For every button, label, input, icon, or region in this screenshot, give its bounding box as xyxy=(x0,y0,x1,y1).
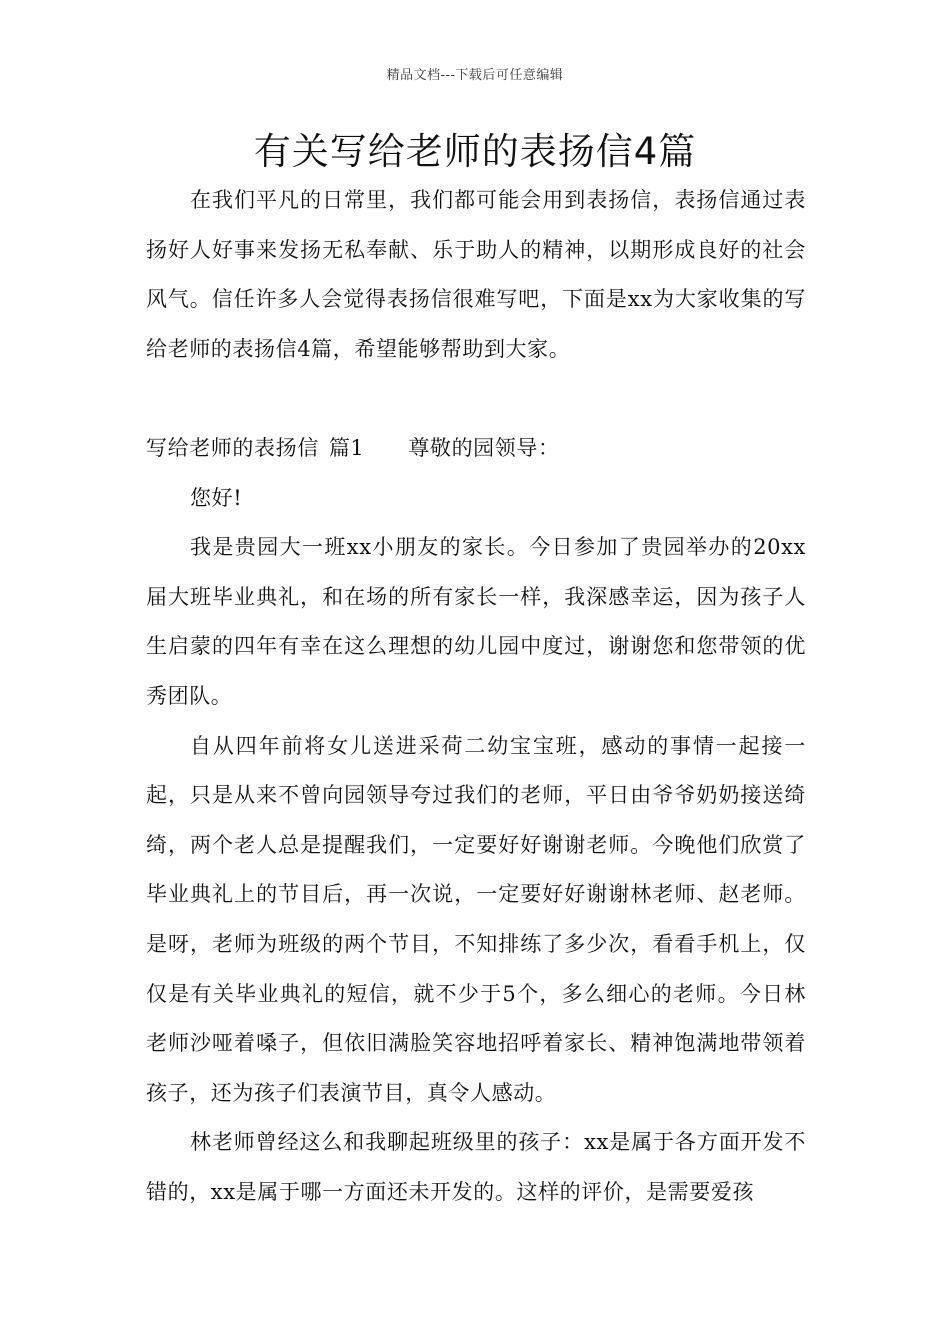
header-note: 精品文档---下载后可任意编辑 xyxy=(386,68,564,83)
greeting: 您好! xyxy=(190,485,243,510)
salutation: 尊敬的园领导： xyxy=(408,435,560,460)
section-number: 篇1 xyxy=(328,435,365,460)
document-body xyxy=(146,176,806,1217)
section-heading xyxy=(146,424,806,474)
section-label: 写给老师的表扬信 xyxy=(146,435,319,460)
body-paragraph: 林老师曾经这么和我聊起班级里的孩子：xx是属于各方面开发不错的，xx是属于哪一方面还未开发的。这样的评价，是需要爱孩 xyxy=(146,1130,806,1204)
body-paragraph: 自从四年前将女儿送进采荷二幼宝宝班，感动的事情一起接一起，只是从来不曾向园领导夸过我们的老师，平日由爷爷奶奶接送绮绮，两个老人总是提醒我们，一定要好好谢谢老师。今晚他们欣赏了毕业典礼上的节目后，再一次说，一定要好好谢谢林老师、赵老师。是呀，老师为班级的两个节目，不知排练了多少次，看看手机上，仅仅是有关毕业典礼的短信，就不少于5个，多么细心的老师。今日林老师沙哑着嗓子，但依旧满脸笑容地招呼着家长、精神饱满地带领着孩子，还为孩子们表演节目，真令人感动。 xyxy=(146,733,806,1105)
document-title: 有关写给老师的表扬信4篇 xyxy=(253,130,697,173)
body-paragraph: 我是贵园大一班xx小朋友的家长。今日参加了贵园举办的20xx届大班毕业典礼，和在场的所有家长一样，我深感幸运，因为孩子人生启蒙的四年有幸在这么理想的幼儿园中度过，谢谢您和您带领的优秀团队。 xyxy=(146,535,806,708)
blank-line xyxy=(146,374,806,424)
intro-paragraph: 在我们平凡的日常里，我们都可能会用到表扬信，表扬信通过表扬好人好事来发扬无私奉献、乐于助人的精神，以期形成良好的社会风气。信任许多人会觉得表扬信很难写吧，下面是xx为大家收集的写给老师的表扬信4篇，希望能够帮助到大家。 xyxy=(146,188,806,361)
